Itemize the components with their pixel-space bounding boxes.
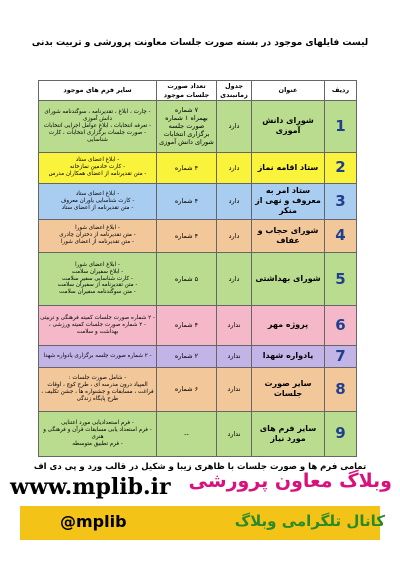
- table-row: [39, 345, 357, 368]
- row-other-forms: - شامل صورت جلسات : المپیاد درون مدرسه ای ، طرح کوچ ، اوقات فراغت ، مسابقات و جشنواره ها ، جشن تکلیف ، طرح پایگاه زندگی: [39, 368, 157, 411]
- telegram-channel-label: کانال تلگرامی وبلاگ: [234, 512, 385, 530]
- row-subject: پروژه مهر: [252, 306, 325, 345]
- row-schedule: دارد: [217, 183, 252, 219]
- row-count: ۵ شماره: [157, 252, 217, 306]
- row-count: ۲ شماره: [157, 345, 217, 368]
- row-other-forms: - فرم استعدادیابی مورد اعتنایی - فرم استعداد یابی مسابقات قرآن و فرهنگی و هنری - فرم تطبیق متوسطه: [39, 411, 157, 456]
- site-url[interactable]: www.mplib.ir: [10, 474, 171, 500]
- row-schedule: دارد: [217, 252, 252, 306]
- row-subject: شورای بهداشتی: [252, 252, 325, 306]
- table-row: [39, 101, 357, 153]
- table-row: [39, 219, 357, 252]
- row-schedule: دارد: [217, 219, 252, 252]
- row-count: ۴ شماره: [157, 306, 217, 345]
- row-subject: ستاد اقامه نماز: [252, 152, 325, 183]
- files-table: [38, 80, 357, 457]
- row-subject: سایر صورت جلسات: [252, 368, 325, 411]
- row-number: 7: [325, 345, 357, 368]
- row-schedule: ندارد: [217, 411, 252, 456]
- table-row: [39, 368, 357, 411]
- row-subject: شورای حجاب و عفاف: [252, 219, 325, 252]
- row-other-forms: - ۲ شماره صورت جلسات کمیته فرهنگی و تربیتی - ۲ شماره صورت جلسات کمیته ورزشی ، بهداشت و سلامت: [39, 306, 157, 345]
- row-other-forms: - چارت ، ابلاغ ، تقدیرنامه ، سوگندنامه شورای دانش آموزی - تعرفه انتخابات ، ابلاغ عوامل اجرایی انتخابات - صورت جلسات برگزاری انتخابات ، کارت شناسایی: [39, 101, 157, 153]
- header-other-forms: سایر فرم های موجود: [39, 81, 157, 101]
- row-count: ۴ شماره: [157, 152, 217, 183]
- header-subject: عنوان: [252, 81, 325, 101]
- row-number: 3: [325, 183, 357, 219]
- row-number: 2: [325, 152, 357, 183]
- row-count: ۴ شماره: [157, 183, 217, 219]
- row-number: 6: [325, 306, 357, 345]
- row-number: 1: [325, 101, 357, 153]
- row-count: ۶ شماره: [157, 368, 217, 411]
- telegram-handle[interactable]: @mplib: [60, 512, 127, 531]
- row-count: ۷ شماره بهمراه ۱ شماره صورت جلسه برگزاری انتخابات شورای دانش آموزی: [157, 101, 217, 153]
- row-number: 9: [325, 411, 357, 456]
- row-subject: شورای دانش آموزی: [252, 101, 325, 153]
- row-schedule: دارد: [217, 101, 252, 153]
- row-number: 8: [325, 368, 357, 411]
- row-subject: سایر فرم های مورد نیاز: [252, 411, 325, 456]
- header-schedule: جدول زمانبندی: [217, 81, 252, 101]
- table-row: [39, 183, 357, 219]
- row-schedule: دارد: [217, 152, 252, 183]
- page-title: لیست فایلهای موجود در بسته صورت جلسات معاونت پرورشی و تربیت بدنی: [31, 38, 369, 48]
- row-number: 4: [325, 219, 357, 252]
- weblog-title: وبلاگ معاون پرورشی: [188, 470, 392, 492]
- table-row: [39, 152, 357, 183]
- row-other-forms: - ابلاغ اعضای شورا - متن تقدیرنامه از دختران چادری - متن تقدیرنامه از اعضای شورا: [39, 219, 157, 252]
- row-other-forms: - ابلاغ اعضای ستاد - کارت شناسایی یاوران معروف - متن تقدیرنامه از اعضای ستاد: [39, 183, 157, 219]
- header-row-number: ردیف: [325, 81, 357, 101]
- table-header-row: [39, 81, 357, 101]
- header-count: تعداد صورت جلسات موجود: [157, 81, 217, 101]
- row-other-forms: - ابلاغ اعضای شورا - ابلاغ سفیران سلامت - کارت شناسایی سفیر سلامت - متن تقدیرنامه از سفیران سلامت - متن سوگندنامه سفیران سلامت: [39, 252, 157, 306]
- row-subject: یادواره شهدا: [252, 345, 325, 368]
- row-schedule: ندارد: [217, 368, 252, 411]
- table-row: [39, 411, 357, 456]
- row-subject: ستاد امر به معروف و نهی از منکر: [252, 183, 325, 219]
- table-row: [39, 252, 357, 306]
- table-row: [39, 306, 357, 345]
- row-count: --: [157, 411, 217, 456]
- row-schedule: ندارد: [217, 306, 252, 345]
- row-schedule: ندارد: [217, 345, 252, 368]
- row-other-forms: - ابلاغ اعضای ستاد - کارت خادمین نمازخانه - متن تقدیرنامه از اعضای همکاران مدرس: [39, 152, 157, 183]
- row-number: 5: [325, 252, 357, 306]
- row-count: ۴ شماره: [157, 219, 217, 252]
- footer-line-1: تمامی فرم ها و صورت جلسات با ظاهری زیبا و شکیل در قالب ورد و پی دی اف: [33, 462, 367, 472]
- row-other-forms: - ۲ شماره صورت جلسه برگزاری یادواره شهدا: [39, 345, 157, 368]
